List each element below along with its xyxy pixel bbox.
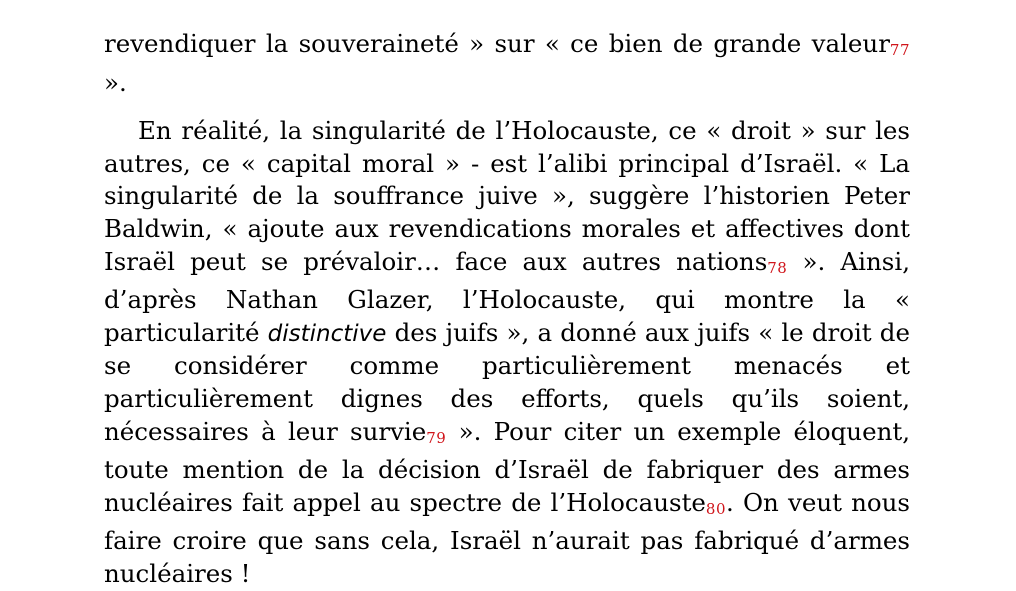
emphasis-distinctive: distinctive [267,320,387,347]
paragraph2-text-a: En réalité, la singularité de l’Holocauste, ce « droit » sur les autres, ce « capital moral » - est l’alibi principal d’Israël. « La singularité de la souffrance juive », suggère l’historien Peter Baldwin, « ajoute aux revendications morales et affectives dont Israël peut se prévaloir… face aux autres nations [104,116,910,276]
paragraph2-text-b: ». Ainsi, d’après Nathan Glazer, l’Holocauste, qui montre la « particularité [104,246,910,347]
footnote-ref-79[interactable]: 79 [426,428,447,447]
paragraph1-text-b: ». [104,67,127,97]
paragraph1-text-a: revendiquer la souveraineté » sur « ce bien de grande valeur [104,29,890,58]
paragraph-main [104,115,910,590]
paragraph2-text-d: ». Pour citer un exemple éloquent, toute mention de la décision d’Israël de fabriquer des armes nucléaires fait appel au spectre de l’Holocauste [104,416,911,517]
paragraph2-text-e: . On veut nous faire croire que sans cela, Israël n’aurait pas fabriqué d’armes nucléaires ! [104,487,910,588]
document-page [104,28,910,591]
footnote-ref-80[interactable]: 80 [705,499,727,518]
paragraph2-text-c: des juifs », a donné aux juifs « le droit de se considérer comme particulièrement menacés et particulièrement dignes des efforts, quels qu’ils soient, nécessaires à leur survie [104,317,910,446]
paragraph-continuation [104,28,910,99]
footnote-ref-77[interactable]: 77 [889,41,910,59]
footnote-ref-78[interactable]: 78 [767,258,788,277]
